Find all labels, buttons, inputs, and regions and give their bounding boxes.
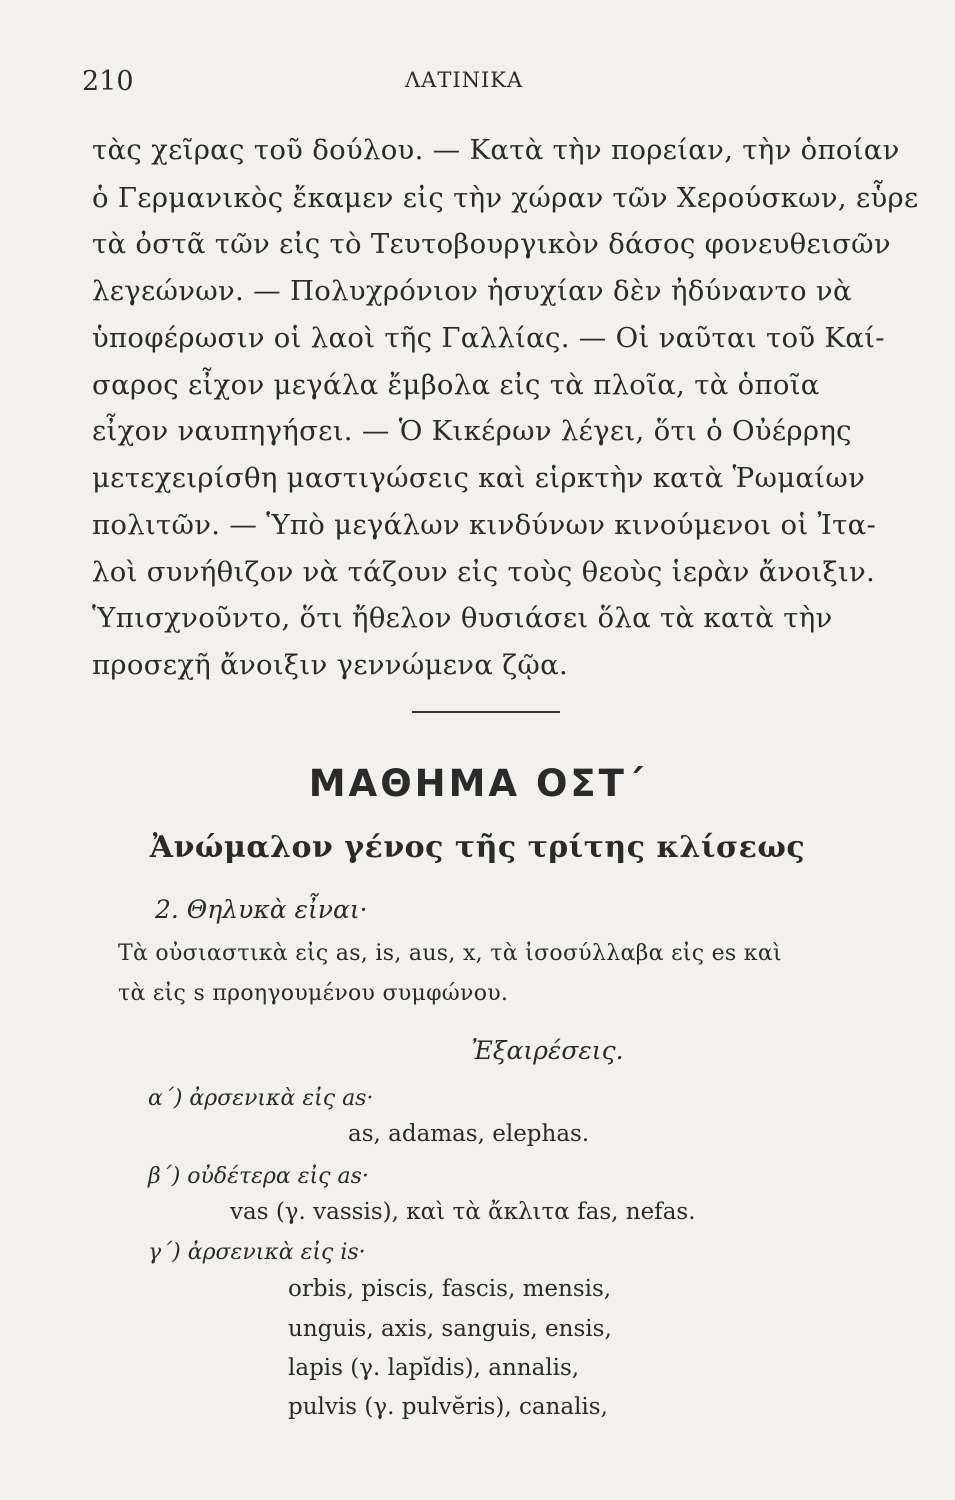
page-number: 210 bbox=[82, 66, 134, 97]
exception-example: vas (γ. vassis), καὶ τὰ ἄκλιτα fas, nefas. bbox=[230, 1199, 696, 1225]
passage-line: ὁ Γερμανικὸς ἔκαμεν εἰς τὴν χώραν τῶν Χερούσκων, εὗρε bbox=[92, 182, 919, 214]
passage-line: Ὑπισχνοῦντο, ὅτι ἤθελον θυσιάσει ὅλα τὰ κατὰ τὴν bbox=[92, 602, 833, 634]
passage-line: πολιτῶν. — Ὑπὸ μεγάλων κινδύνων κινούμενοι οἱ Ἰτα- bbox=[92, 509, 877, 541]
exception-example: lapis (γ. lapĭdis), annalis, bbox=[288, 1355, 580, 1381]
exception-label: γ΄) ἀρσενικὰ εἰς is· bbox=[148, 1240, 366, 1265]
passage-line: μετεχειρίσθη μαστιγώσεις καὶ εἱρκτὴν κατὰ Ῥωμαίων bbox=[92, 462, 866, 494]
exception-label: α΄) ἀρσενικὰ εἰς as· bbox=[148, 1086, 374, 1111]
passage-line: λεγεώνων. — Πολυχρόνιον ἡσυχίαν δὲν ἠδύναντο νὰ bbox=[92, 275, 852, 307]
passage-line: σαρος εἶχον μεγάλα ἔμβολα εἰς τὰ πλοῖα, τὰ ὁποῖα bbox=[92, 369, 820, 401]
exception-example: as, adamas, elephas. bbox=[348, 1121, 590, 1147]
exception-example: pulvis (γ. pulvĕris), canalis, bbox=[288, 1394, 608, 1420]
running-head: ΛΑΤΙΝΙΚΑ bbox=[405, 68, 524, 92]
lesson-title: ΜΑΘΗΜΑ ΟΣΤ΄ bbox=[308, 762, 647, 805]
section-heading: 2. Θηλυκὰ εἶναι· bbox=[155, 895, 368, 924]
exception-example: orbis, piscis, fascis, mensis, bbox=[288, 1276, 612, 1302]
exception-example: unguis, axis, sanguis, ensis, bbox=[288, 1316, 612, 1342]
passage-line: τὰς χεῖρας τοῦ δούλου. — Κατὰ τὴν πορείαν, τὴν ὁποίαν bbox=[92, 134, 900, 166]
rule-line: τὰ εἰς s προηγουμένου συμφώνου. bbox=[118, 981, 509, 1006]
passage-line: ὑποφέρωσιν οἱ λαοὶ τῆς Γαλλίας. — Οἱ ναῦται τοῦ Καί- bbox=[92, 322, 885, 354]
passage-line: εἶχον ναυπηγήσει. — Ὁ Κικέρων λέγει, ὅτι ὁ Οὐέρρης bbox=[92, 415, 852, 447]
lesson-subtitle: Ἀνώμαλον γένος τῆς τρίτης κλίσεως bbox=[149, 830, 806, 865]
passage-line: λοὶ συνήθιζον νὰ τάζουν εἰς τοὺς θεοὺς ἱερὰν ἄνοιξιν. bbox=[92, 556, 876, 588]
passage-line: τὰ ὀστᾶ τῶν εἰς τὸ Τευτοβουργικὸν δάσος φονευθεισῶν bbox=[92, 228, 891, 260]
exception-label: β΄) οὐδέτερα εἰς as· bbox=[148, 1164, 369, 1189]
rule-line: Τὰ οὐσιαστικὰ εἰς as, is, aus, x, τὰ ἰσοσύλλαβα εἰς es καὶ bbox=[118, 941, 782, 966]
passage-line: προσεχῆ ἄνοιξιν γεννώμενα ζῷα. bbox=[92, 649, 569, 681]
section-divider bbox=[412, 711, 560, 713]
exceptions-heading: Ἐξαιρέσεις. bbox=[471, 1036, 624, 1065]
